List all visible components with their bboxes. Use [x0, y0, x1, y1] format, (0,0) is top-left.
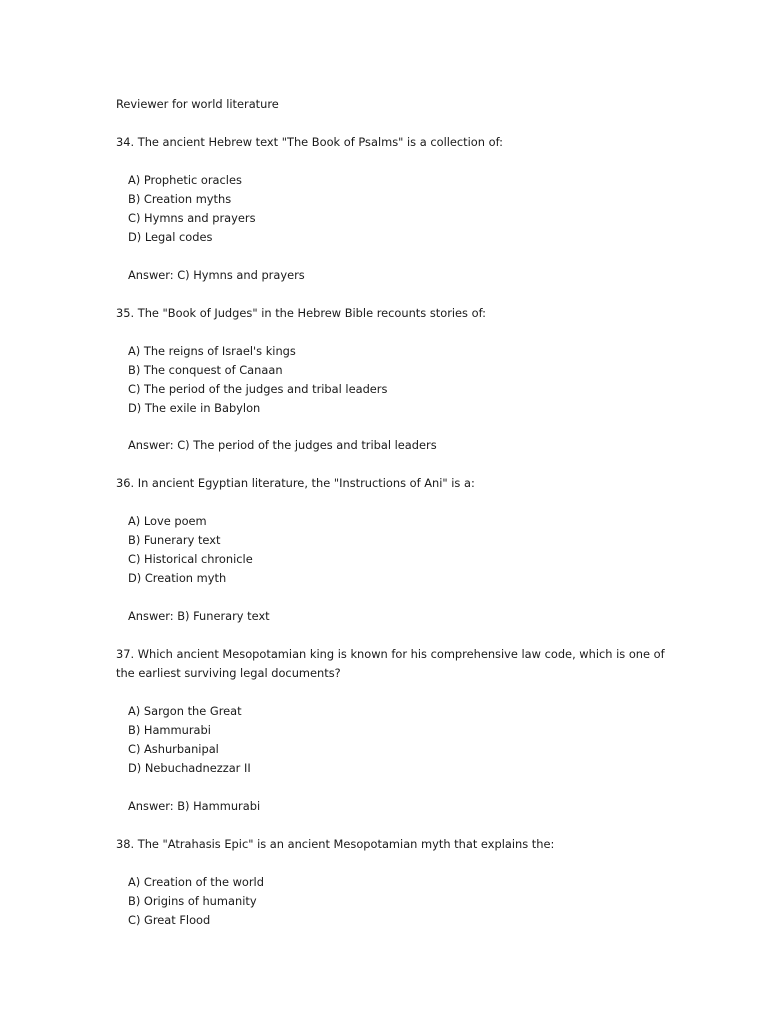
option-b: B) Origins of humanity — [128, 894, 257, 908]
option-b: B) Creation myths — [128, 192, 232, 206]
option-a: A) Sargon the Great — [128, 704, 242, 718]
question-stem: 36. In ancient Egyptian literature, the "Instructions of Ani" is a: — [116, 476, 475, 490]
option-c: C) Ashurbanipal — [128, 742, 219, 756]
option-d: D) The exile in Babylon — [128, 401, 261, 415]
option-b: B) Hammurabi — [128, 723, 211, 737]
option-d: D) Legal codes — [128, 230, 213, 244]
option-d: D) Nebuchadnezzar II — [128, 761, 251, 775]
answer: Answer: B) Funerary text — [128, 609, 270, 623]
question-stem: 34. The ancient Hebrew text "The Book of Psalms" is a collection of: — [116, 135, 504, 149]
question-stem-line-1: 37. Which ancient Mesopotamian king is known for his comprehensive law code, which is one of — [116, 647, 665, 661]
document-title: Reviewer for world literature — [116, 97, 279, 111]
option-a: A) Love poem — [128, 514, 207, 528]
option-a: A) The reigns of Israel's kings — [128, 344, 296, 358]
option-c: C) Hymns and prayers — [128, 211, 256, 225]
option-b: B) Funerary text — [128, 533, 221, 547]
question-stem: 35. The "Book of Judges" in the Hebrew Bible recounts stories of: — [116, 306, 487, 320]
option-d: D) Creation myth — [128, 571, 227, 585]
answer: Answer: C) The period of the judges and tribal leaders — [128, 438, 437, 452]
question-stem: 38. The "Atrahasis Epic" is an ancient Mesopotamian myth that explains the: — [116, 837, 555, 851]
option-c: C) The period of the judges and tribal leaders — [128, 382, 388, 396]
option-c: C) Great Flood — [128, 913, 211, 927]
question-stem-line-2: the earliest surviving legal documents? — [116, 666, 341, 680]
option-c: C) Historical chronicle — [128, 552, 253, 566]
answer: Answer: B) Hammurabi — [128, 799, 261, 813]
option-a: A) Creation of the world — [128, 875, 264, 889]
answer: Answer: C) Hymns and prayers — [128, 268, 305, 282]
option-a: A) Prophetic oracles — [128, 173, 242, 187]
option-b: B) The conquest of Canaan — [128, 363, 283, 377]
